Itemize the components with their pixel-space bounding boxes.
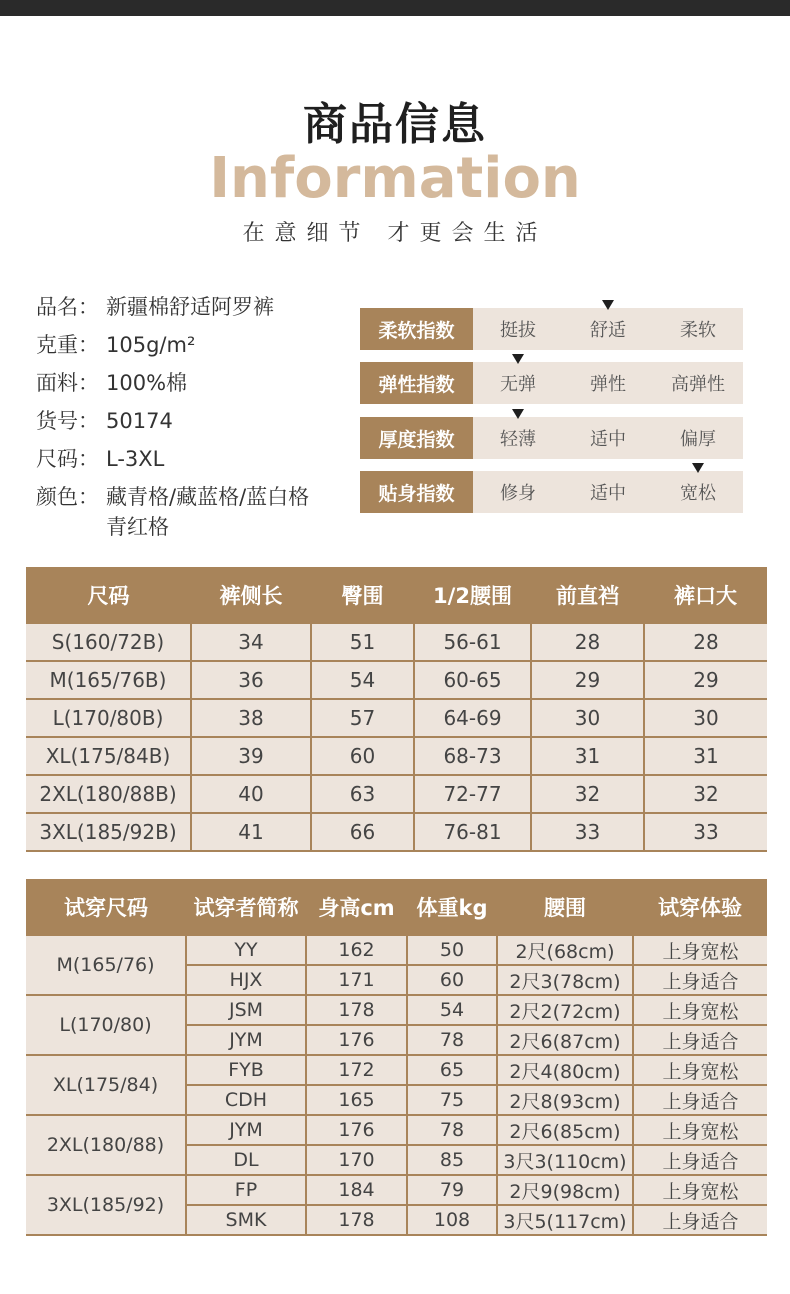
info-key: 面料：	[36, 371, 99, 395]
info-key: 尺码：	[36, 447, 99, 471]
table-cell: 3尺3(110cm)	[497, 1145, 633, 1175]
table-cell: 76-81	[414, 813, 531, 851]
table-cell: 2尺6(85cm)	[497, 1115, 633, 1145]
selected-marker-icon	[512, 409, 524, 419]
info-row	[36, 482, 356, 542]
index-row	[360, 362, 743, 404]
table-cell: 78	[407, 1025, 497, 1055]
size-header-cell: 裤侧长	[191, 567, 311, 623]
index-options	[473, 417, 743, 459]
size-header-cell: 尺码	[26, 567, 191, 623]
selected-marker-icon	[512, 354, 524, 364]
index-option	[473, 308, 563, 350]
index-option	[563, 417, 653, 459]
index-option	[473, 471, 563, 513]
table-cell: 3尺5(117cm)	[497, 1205, 633, 1235]
table-cell: 56-61	[414, 623, 531, 661]
table-cell: 66	[311, 813, 414, 851]
try-header-cell: 体重kg	[407, 879, 497, 935]
table-cell: SMK	[186, 1205, 306, 1235]
table-cell: 上身适合	[633, 1145, 767, 1175]
slogan: 在意细节 才更会生活	[242, 221, 548, 246]
index-option-label: 宽松	[680, 483, 716, 504]
table-cell: DL	[186, 1145, 306, 1175]
table-cell: 51	[311, 623, 414, 661]
table-cell: 172	[306, 1055, 407, 1085]
table-cell: FP	[186, 1175, 306, 1205]
table-cell: 63	[311, 775, 414, 813]
index-options	[473, 362, 743, 404]
table-cell: 40	[191, 775, 311, 813]
table-cell: 上身宽松	[633, 1175, 767, 1205]
selected-marker-icon	[602, 300, 614, 310]
try-header-cell: 试穿尺码	[26, 879, 186, 935]
table-cell: 78	[407, 1115, 497, 1145]
table-cell: 上身宽松	[633, 1055, 767, 1085]
table-cell: 上身宽松	[633, 935, 767, 965]
table-row	[26, 1055, 767, 1085]
table-row	[26, 813, 767, 851]
index-label: 厚度指数	[360, 417, 473, 459]
table-cell: 28	[531, 623, 644, 661]
table-cell: 2尺(68cm)	[497, 935, 633, 965]
table-cell: 60	[311, 737, 414, 775]
index-option	[563, 471, 653, 513]
table-cell: 176	[306, 1025, 407, 1055]
index-options	[473, 308, 743, 350]
index-option-label: 柔软	[680, 320, 716, 341]
info-value: 新疆棉舒适阿罗裤	[106, 295, 274, 319]
index-option	[653, 362, 743, 404]
table-cell: 28	[644, 623, 767, 661]
table-cell: 31	[531, 737, 644, 775]
selected-marker-icon	[692, 463, 704, 473]
info-key: 克重：	[36, 333, 99, 357]
table-cell: JYM	[186, 1025, 306, 1055]
table-cell: M(165/76B)	[26, 661, 191, 699]
table-cell: 178	[306, 995, 407, 1025]
index-options	[473, 471, 743, 513]
table-cell: 72-77	[414, 775, 531, 813]
table-cell: 64-69	[414, 699, 531, 737]
table-cell: 176	[306, 1115, 407, 1145]
table-cell: 2尺4(80cm)	[497, 1055, 633, 1085]
table-row	[26, 1175, 767, 1205]
color-options-line1: 藏青格/藏蓝格/蓝白格	[106, 485, 310, 509]
table-cell: 54	[407, 995, 497, 1025]
table-cell: YY	[186, 935, 306, 965]
table-cell: 30	[531, 699, 644, 737]
table-cell: 2XL(180/88B)	[26, 775, 191, 813]
try-header-cell: 腰围	[497, 879, 633, 935]
table-cell: 41	[191, 813, 311, 851]
info-value: L-3XL	[106, 447, 165, 471]
info-value: 100%棉	[106, 371, 188, 395]
table-cell: 50	[407, 935, 497, 965]
size-table	[26, 567, 767, 852]
page-title-en: Information	[209, 146, 581, 211]
info-value	[106, 482, 356, 542]
index-option	[473, 417, 563, 459]
try-header-cell: 试穿体验	[633, 879, 767, 935]
size-header-cell: 前直裆	[531, 567, 644, 623]
table-cell: 2尺2(72cm)	[497, 995, 633, 1025]
info-value: 50174	[106, 409, 173, 433]
index-option	[653, 471, 743, 513]
product-info	[36, 288, 356, 542]
table-cell: 2尺8(93cm)	[497, 1085, 633, 1115]
table-row	[26, 935, 767, 965]
table-cell: XL(175/84B)	[26, 737, 191, 775]
table-cell: 171	[306, 965, 407, 995]
table-row	[26, 1115, 767, 1145]
table-cell: 上身适合	[633, 1085, 767, 1115]
info-row	[36, 402, 356, 440]
table-row	[26, 699, 767, 737]
try-size-cell: 2XL(180/88)	[26, 1115, 186, 1175]
color-options-line2: 青红格	[106, 515, 169, 539]
info-row	[36, 326, 356, 364]
table-cell: 65	[407, 1055, 497, 1085]
index-option	[653, 417, 743, 459]
info-row	[36, 364, 356, 402]
size-header-cell: 臀围	[311, 567, 414, 623]
table-cell: CDH	[186, 1085, 306, 1115]
table-cell: 85	[407, 1145, 497, 1175]
info-key: 品名：	[36, 295, 99, 319]
info-row	[36, 288, 356, 326]
index-row	[360, 308, 743, 350]
table-row	[26, 661, 767, 699]
table-cell: 32	[531, 775, 644, 813]
size-header-cell: 裤口大	[644, 567, 767, 623]
table-cell: 33	[531, 813, 644, 851]
index-option	[563, 308, 653, 350]
table-cell: 178	[306, 1205, 407, 1235]
index-option-label: 轻薄	[500, 429, 536, 450]
table-cell: FYB	[186, 1055, 306, 1085]
table-cell: 36	[191, 661, 311, 699]
table-cell: 上身宽松	[633, 1115, 767, 1145]
index-option-label: 挺拔	[500, 320, 536, 341]
table-cell: S(160/72B)	[26, 623, 191, 661]
table-cell: 170	[306, 1145, 407, 1175]
table-cell: 30	[644, 699, 767, 737]
table-cell: 32	[644, 775, 767, 813]
table-cell: 上身适合	[633, 1025, 767, 1055]
table-cell: 34	[191, 623, 311, 661]
table-cell: 38	[191, 699, 311, 737]
table-cell: JYM	[186, 1115, 306, 1145]
table-cell: 3XL(185/92B)	[26, 813, 191, 851]
index-option-label: 无弹	[500, 374, 536, 395]
info-key: 货号：	[36, 409, 99, 433]
index-label: 柔软指数	[360, 308, 473, 350]
info-key: 颜色：	[36, 485, 99, 509]
table-cell: L(170/80B)	[26, 699, 191, 737]
try-on-table	[26, 879, 767, 1236]
top-bar	[0, 0, 790, 16]
index-option-label: 修身	[500, 483, 536, 504]
table-cell: 33	[644, 813, 767, 851]
table-cell: 60	[407, 965, 497, 995]
table-cell: 2尺9(98cm)	[497, 1175, 633, 1205]
page-title: 商品信息	[303, 99, 487, 150]
table-cell: HJX	[186, 965, 306, 995]
index-option-label: 偏厚	[680, 429, 716, 450]
size-header-cell: 1/2腰围	[414, 567, 531, 623]
try-size-cell: 3XL(185/92)	[26, 1175, 186, 1235]
index-option	[473, 362, 563, 404]
table-row	[26, 623, 767, 661]
table-row	[26, 737, 767, 775]
table-cell: 54	[311, 661, 414, 699]
try-header-cell: 身高cm	[306, 879, 407, 935]
table-cell: 上身宽松	[633, 995, 767, 1025]
index-option-label: 适中	[590, 483, 626, 504]
index-label: 贴身指数	[360, 471, 473, 513]
table-row	[26, 775, 767, 813]
try-size-cell: XL(175/84)	[26, 1055, 186, 1115]
table-cell: 上身适合	[633, 965, 767, 995]
table-cell: 31	[644, 737, 767, 775]
table-cell: 60-65	[414, 661, 531, 699]
index-label: 弹性指数	[360, 362, 473, 404]
table-cell: 184	[306, 1175, 407, 1205]
table-cell: 29	[531, 661, 644, 699]
table-cell: 165	[306, 1085, 407, 1115]
try-size-cell: M(165/76)	[26, 935, 186, 995]
index-option-label: 适中	[590, 429, 626, 450]
table-cell: 79	[407, 1175, 497, 1205]
try-header-cell: 试穿者简称	[186, 879, 306, 935]
table-cell: 2尺3(78cm)	[497, 965, 633, 995]
table-cell: 57	[311, 699, 414, 737]
table-cell: 29	[644, 661, 767, 699]
index-option-label: 弹性	[590, 374, 626, 395]
index-option	[563, 362, 653, 404]
info-value: 105g/m²	[106, 333, 196, 357]
try-size-cell: L(170/80)	[26, 995, 186, 1055]
index-row	[360, 417, 743, 459]
index-option	[653, 308, 743, 350]
table-cell: 108	[407, 1205, 497, 1235]
table-cell: 39	[191, 737, 311, 775]
table-cell: 68-73	[414, 737, 531, 775]
index-row	[360, 471, 743, 513]
index-option-label: 高弹性	[671, 374, 725, 395]
table-cell: 2尺6(87cm)	[497, 1025, 633, 1055]
table-cell: JSM	[186, 995, 306, 1025]
table-cell: 162	[306, 935, 407, 965]
table-row	[26, 995, 767, 1025]
info-row	[36, 440, 356, 478]
table-cell: 75	[407, 1085, 497, 1115]
table-cell: 上身适合	[633, 1205, 767, 1235]
index-option-label: 舒适	[590, 320, 626, 341]
